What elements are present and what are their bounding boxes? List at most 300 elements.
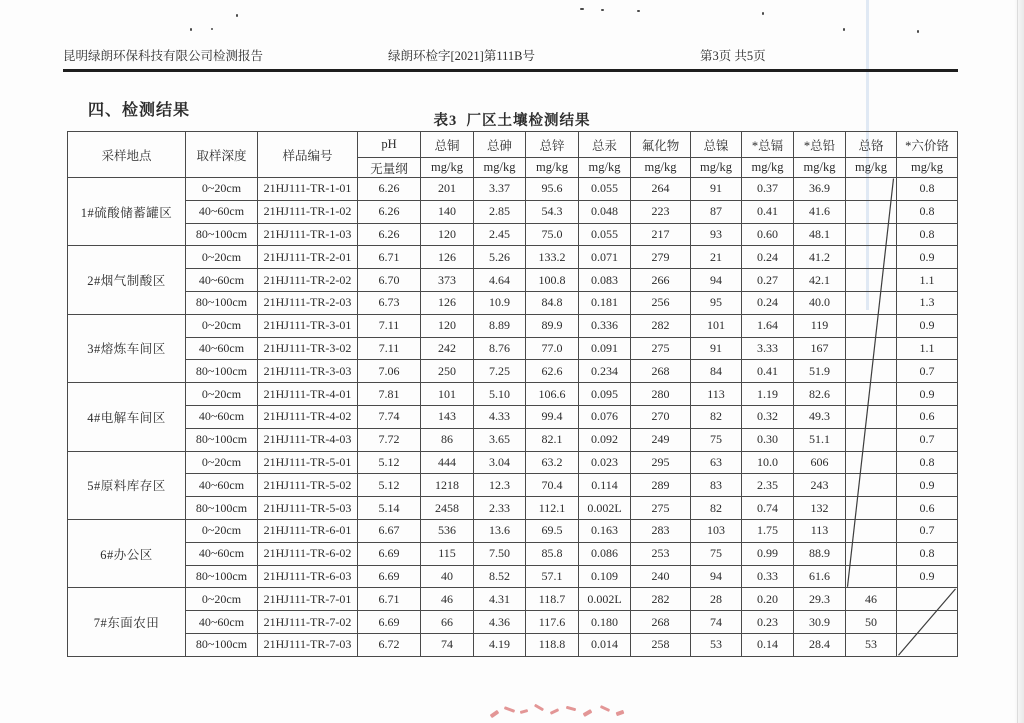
cell-ni: 93 (691, 223, 742, 246)
cell-cr (846, 178, 897, 201)
cell-zn: 112.1 (526, 497, 579, 520)
cell-cu: 444 (421, 451, 474, 474)
cell-cd: 1.64 (742, 314, 794, 337)
cell-cd: 0.74 (742, 497, 794, 520)
cell-cr6: 0.9 (897, 314, 958, 337)
cell-pb: 29.3 (794, 588, 846, 611)
cell-hg: 0.181 (579, 291, 631, 314)
cell-hg: 0.002L (579, 588, 631, 611)
cell-sample_id: 21HJ111-TR-5-02 (258, 474, 358, 497)
scan-speck (917, 30, 919, 33)
cell-sample_id: 21HJ111-TR-2-03 (258, 291, 358, 314)
cell-cr: 46 (846, 588, 897, 611)
cell-depth: 40~60cm (186, 405, 258, 428)
cell-depth: 0~20cm (186, 588, 258, 611)
results-table-body (68, 178, 958, 657)
table-row (68, 337, 958, 360)
cell-sample_id: 21HJ111-TR-1-01 (258, 178, 358, 201)
cell-ni: 101 (691, 314, 742, 337)
cell-f: 240 (631, 565, 691, 588)
col-header-sample-id: 样品编号 (258, 132, 358, 178)
cell-cr (846, 269, 897, 292)
cell-zn: 89.9 (526, 314, 579, 337)
table-row (68, 405, 958, 428)
cell-f: 256 (631, 291, 691, 314)
cell-cr (846, 223, 897, 246)
cell-ph: 6.70 (358, 269, 421, 292)
col-header-cr6: *六价铬 (897, 132, 958, 158)
cell-ph: 6.26 (358, 178, 421, 201)
cell-cd: 0.24 (742, 291, 794, 314)
cell-zn: 85.8 (526, 542, 579, 565)
cell-cu: 140 (421, 200, 474, 223)
unit-cr6: mg/kg (897, 158, 958, 178)
cell-cu: 74 (421, 633, 474, 656)
cell-zn: 106.6 (526, 383, 579, 406)
cell-hg: 0.076 (579, 405, 631, 428)
cell-cr (846, 337, 897, 360)
cell-sample_id: 21HJ111-TR-4-02 (258, 405, 358, 428)
sampling-location: 3#熔炼车间区 (68, 314, 186, 382)
cell-depth: 0~20cm (186, 519, 258, 542)
cell-cu: 46 (421, 588, 474, 611)
scan-speck (190, 28, 192, 31)
page-number: 第3页 共5页 (700, 49, 766, 63)
cell-hg: 0.055 (579, 223, 631, 246)
cell-pb: 132 (794, 497, 846, 520)
cell-pb: 167 (794, 337, 846, 360)
unit-zn: mg/kg (526, 158, 579, 178)
sampling-location: 4#电解车间区 (68, 383, 186, 451)
cell-hg: 0.180 (579, 611, 631, 634)
cell-pb: 48.1 (794, 223, 846, 246)
cell-zn: 54.3 (526, 200, 579, 223)
cell-pb: 41.2 (794, 246, 846, 269)
table-row (68, 246, 958, 269)
cell-f: 282 (631, 588, 691, 611)
cell-hg: 0.048 (579, 200, 631, 223)
cell-ph: 6.67 (358, 519, 421, 542)
cell-sample_id: 21HJ111-TR-5-03 (258, 497, 358, 520)
cell-depth: 40~60cm (186, 474, 258, 497)
cell-sample_id: 21HJ111-TR-3-01 (258, 314, 358, 337)
cell-ph: 5.12 (358, 451, 421, 474)
cell-cd: 1.75 (742, 519, 794, 542)
cell-cu: 40 (421, 565, 474, 588)
cell-depth: 80~100cm (186, 223, 258, 246)
cell-ni: 75 (691, 428, 742, 451)
cell-cr6: 0.8 (897, 200, 958, 223)
cell-as: 4.36 (474, 611, 526, 634)
cell-as: 2.85 (474, 200, 526, 223)
cell-ph: 7.06 (358, 360, 421, 383)
unit-cu: mg/kg (421, 158, 474, 178)
table-row (68, 291, 958, 314)
cell-cd: 0.33 (742, 565, 794, 588)
cell-cr (846, 314, 897, 337)
cell-f: 266 (631, 269, 691, 292)
cell-cu: 1218 (421, 474, 474, 497)
cell-depth: 80~100cm (186, 633, 258, 656)
table-row (68, 451, 958, 474)
cell-sample_id: 21HJ111-TR-1-02 (258, 200, 358, 223)
col-header-cu: 总铜 (421, 132, 474, 158)
cell-sample_id: 21HJ111-TR-1-03 (258, 223, 358, 246)
table-title: 表3 厂区土壤检测结果 (433, 113, 591, 129)
results-table-wrap (67, 131, 958, 657)
cell-pb: 51.9 (794, 360, 846, 383)
cell-cr: 53 (846, 633, 897, 656)
cell-depth: 0~20cm (186, 178, 258, 201)
cell-zn: 63.2 (526, 451, 579, 474)
cell-as: 4.31 (474, 588, 526, 611)
cell-sample_id: 21HJ111-TR-4-01 (258, 383, 358, 406)
col-header-zn: 总锌 (526, 132, 579, 158)
cell-pb: 49.3 (794, 405, 846, 428)
table-row (68, 269, 958, 292)
cell-f: 280 (631, 383, 691, 406)
cell-pb: 42.1 (794, 269, 846, 292)
cell-pb: 113 (794, 519, 846, 542)
cell-cu: 2458 (421, 497, 474, 520)
cell-cu: 373 (421, 269, 474, 292)
cell-f: 249 (631, 428, 691, 451)
cell-cr (846, 246, 897, 269)
cell-ph: 6.71 (358, 588, 421, 611)
cell-cr6: 0.7 (897, 428, 958, 451)
report-number: 绿朗环检字[2021]第111B号 (388, 49, 535, 63)
cell-depth: 40~60cm (186, 611, 258, 634)
table-row (68, 519, 958, 542)
col-header-cr: 总铬 (846, 132, 897, 158)
cell-f: 268 (631, 360, 691, 383)
cell-cr (846, 451, 897, 474)
cell-pb: 82.6 (794, 383, 846, 406)
cell-cr (846, 405, 897, 428)
cell-cr6: 1.1 (897, 269, 958, 292)
cell-as: 7.50 (474, 542, 526, 565)
cell-ni: 28 (691, 588, 742, 611)
cell-f: 295 (631, 451, 691, 474)
cell-cd: 0.24 (742, 246, 794, 269)
cell-cu: 242 (421, 337, 474, 360)
sampling-location: 2#烟气制酸区 (68, 246, 186, 314)
cell-cd: 0.41 (742, 360, 794, 383)
cell-ni: 91 (691, 337, 742, 360)
unit-ni: mg/kg (691, 158, 742, 178)
cell-as: 3.37 (474, 178, 526, 201)
cell-hg: 0.083 (579, 269, 631, 292)
cell-f: 282 (631, 314, 691, 337)
cell-cr6: 0.8 (897, 178, 958, 201)
scan-speck (211, 28, 213, 30)
table-row (68, 588, 958, 611)
results-table-head (68, 132, 958, 178)
table-row (68, 474, 958, 497)
cell-ni: 84 (691, 360, 742, 383)
cell-cu: 126 (421, 291, 474, 314)
table-row (68, 428, 958, 451)
cell-zn: 82.1 (526, 428, 579, 451)
cell-ph: 7.72 (358, 428, 421, 451)
cell-hg: 0.092 (579, 428, 631, 451)
cell-cu: 536 (421, 519, 474, 542)
cell-cr6 (897, 611, 958, 634)
cell-sample_id: 21HJ111-TR-7-03 (258, 633, 358, 656)
scan-speck (843, 28, 845, 31)
cell-hg: 0.023 (579, 451, 631, 474)
cell-as: 8.76 (474, 337, 526, 360)
cell-cr (846, 542, 897, 565)
scan-edge-shadow (1014, 0, 1024, 723)
table-row (68, 200, 958, 223)
table-row (68, 611, 958, 634)
cell-cd: 10.0 (742, 451, 794, 474)
cell-ni: 95 (691, 291, 742, 314)
cell-zn: 118.8 (526, 633, 579, 656)
cell-ni: 21 (691, 246, 742, 269)
cell-cr6: 1.3 (897, 291, 958, 314)
cell-depth: 80~100cm (186, 291, 258, 314)
cell-ni: 113 (691, 383, 742, 406)
unit-cr: mg/kg (846, 158, 897, 178)
cell-f: 275 (631, 497, 691, 520)
cell-hg: 0.109 (579, 565, 631, 588)
cell-cd: 0.60 (742, 223, 794, 246)
col-header-location: 采样地点 (68, 132, 186, 178)
cell-sample_id: 21HJ111-TR-7-01 (258, 588, 358, 611)
cell-ph: 6.26 (358, 200, 421, 223)
cell-f: 258 (631, 633, 691, 656)
col-header-ni: 总镍 (691, 132, 742, 158)
cell-as: 2.33 (474, 497, 526, 520)
cell-hg: 0.002L (579, 497, 631, 520)
cell-f: 253 (631, 542, 691, 565)
sampling-location: 7#东面农田 (68, 588, 186, 656)
cell-cr: 50 (846, 611, 897, 634)
cell-sample_id: 21HJ111-TR-6-03 (258, 565, 358, 588)
cell-cd: 0.23 (742, 611, 794, 634)
scan-edge-line (1017, 0, 1018, 723)
scan-speck (236, 14, 238, 17)
cell-cd: 3.33 (742, 337, 794, 360)
cell-cd: 0.41 (742, 200, 794, 223)
cell-ph: 6.69 (358, 611, 421, 634)
cell-depth: 40~60cm (186, 337, 258, 360)
header-divider (63, 69, 958, 72)
cell-f: 268 (631, 611, 691, 634)
cell-cr6: 0.7 (897, 519, 958, 542)
section-title: 四、检测结果 (88, 102, 191, 120)
cell-hg: 0.114 (579, 474, 631, 497)
sampling-location: 1#硫酸储蓄罐区 (68, 178, 186, 246)
cell-depth: 40~60cm (186, 542, 258, 565)
cell-cu: 201 (421, 178, 474, 201)
cell-as: 4.33 (474, 405, 526, 428)
cell-as: 8.52 (474, 565, 526, 588)
cell-ph: 7.74 (358, 405, 421, 428)
cell-pb: 30.9 (794, 611, 846, 634)
cell-cr6: 0.9 (897, 474, 958, 497)
cell-depth: 80~100cm (186, 360, 258, 383)
cell-hg: 0.095 (579, 383, 631, 406)
cell-zn: 118.7 (526, 588, 579, 611)
cell-zn: 69.5 (526, 519, 579, 542)
cell-cr6 (897, 588, 958, 611)
sampling-location: 6#办公区 (68, 519, 186, 587)
cell-depth: 0~20cm (186, 246, 258, 269)
cell-as: 3.65 (474, 428, 526, 451)
col-header-hg: 总汞 (579, 132, 631, 158)
cell-ph: 5.14 (358, 497, 421, 520)
table-row (68, 178, 958, 201)
cell-pb: 61.6 (794, 565, 846, 588)
cell-sample_id: 21HJ111-TR-2-01 (258, 246, 358, 269)
cell-pb: 28.4 (794, 633, 846, 656)
cell-as: 13.6 (474, 519, 526, 542)
cell-ni: 82 (691, 497, 742, 520)
cell-depth: 0~20cm (186, 451, 258, 474)
cell-zn: 99.4 (526, 405, 579, 428)
report-title: 昆明绿朗环保科技有限公司检测报告 (63, 49, 264, 63)
table-row (68, 314, 958, 337)
unit-ph: 无量纲 (358, 158, 421, 178)
cell-cr6: 1.1 (897, 337, 958, 360)
cell-hg: 0.071 (579, 246, 631, 269)
cell-cd: 0.99 (742, 542, 794, 565)
sampling-location: 5#原料库存区 (68, 451, 186, 519)
cell-cu: 115 (421, 542, 474, 565)
cell-ni: 87 (691, 200, 742, 223)
cell-as: 10.9 (474, 291, 526, 314)
cell-depth: 40~60cm (186, 200, 258, 223)
cell-as: 4.19 (474, 633, 526, 656)
cell-ni: 82 (691, 405, 742, 428)
col-header-ph: pH (358, 132, 421, 158)
col-header-as: 总砷 (474, 132, 526, 158)
scan-speck (637, 10, 640, 12)
cell-ph: 6.71 (358, 246, 421, 269)
table-row (68, 633, 958, 656)
cell-cu: 86 (421, 428, 474, 451)
report-header (63, 46, 957, 64)
cell-cd: 0.32 (742, 405, 794, 428)
header-row (68, 132, 958, 158)
cell-hg: 0.091 (579, 337, 631, 360)
cell-depth: 80~100cm (186, 497, 258, 520)
scan-speck (580, 8, 584, 10)
cell-cd: 0.30 (742, 428, 794, 451)
cell-cu: 250 (421, 360, 474, 383)
cell-zn: 95.6 (526, 178, 579, 201)
cell-pb: 119 (794, 314, 846, 337)
table-row (68, 497, 958, 520)
col-header-pb: *总铅 (794, 132, 846, 158)
cell-cd: 2.35 (742, 474, 794, 497)
cell-f: 217 (631, 223, 691, 246)
table-row (68, 223, 958, 246)
cell-ni: 91 (691, 178, 742, 201)
cell-ni: 63 (691, 451, 742, 474)
cell-pb: 40.0 (794, 291, 846, 314)
cell-cr6: 0.8 (897, 542, 958, 565)
cell-sample_id: 21HJ111-TR-6-01 (258, 519, 358, 542)
table-row (68, 360, 958, 383)
cell-depth: 80~100cm (186, 428, 258, 451)
cell-pb: 36.9 (794, 178, 846, 201)
cell-zn: 57.1 (526, 565, 579, 588)
unit-hg: mg/kg (579, 158, 631, 178)
cell-pb: 41.6 (794, 200, 846, 223)
unit-as: mg/kg (474, 158, 526, 178)
cell-ph: 6.72 (358, 633, 421, 656)
cell-hg: 0.014 (579, 633, 631, 656)
cell-cu: 101 (421, 383, 474, 406)
cell-ph: 6.69 (358, 565, 421, 588)
cell-sample_id: 21HJ111-TR-6-02 (258, 542, 358, 565)
scan-speck (762, 12, 764, 15)
cell-cr6: 0.9 (897, 565, 958, 588)
cell-cr (846, 519, 897, 542)
unit-pb: mg/kg (794, 158, 846, 178)
cell-zn: 84.8 (526, 291, 579, 314)
cell-ni: 53 (691, 633, 742, 656)
cell-ni: 83 (691, 474, 742, 497)
cell-ph: 7.11 (358, 337, 421, 360)
cell-cu: 120 (421, 223, 474, 246)
cell-cd: 0.20 (742, 588, 794, 611)
cell-sample_id: 21HJ111-TR-7-02 (258, 611, 358, 634)
scan-speck (601, 9, 604, 11)
cell-cr6: 0.9 (897, 383, 958, 406)
cell-zn: 62.6 (526, 360, 579, 383)
results-table (67, 131, 958, 657)
cell-zn: 133.2 (526, 246, 579, 269)
cell-cr (846, 474, 897, 497)
table-row (68, 542, 958, 565)
cell-depth: 0~20cm (186, 383, 258, 406)
cell-cu: 66 (421, 611, 474, 634)
cell-cu: 126 (421, 246, 474, 269)
cell-ph: 7.11 (358, 314, 421, 337)
cell-f: 289 (631, 474, 691, 497)
table-row (68, 565, 958, 588)
cell-cr6 (897, 633, 958, 656)
cell-depth: 80~100cm (186, 565, 258, 588)
red-stamp-remnant (488, 703, 638, 723)
cell-as: 7.25 (474, 360, 526, 383)
cell-cu: 143 (421, 405, 474, 428)
cell-as: 3.04 (474, 451, 526, 474)
cell-sample_id: 21HJ111-TR-4-03 (258, 428, 358, 451)
cell-cr (846, 428, 897, 451)
cell-zn: 100.8 (526, 269, 579, 292)
cell-cr6: 0.7 (897, 360, 958, 383)
cell-cd: 0.14 (742, 633, 794, 656)
cell-cr6: 0.9 (897, 246, 958, 269)
cell-ph: 5.12 (358, 474, 421, 497)
cell-pb: 51.1 (794, 428, 846, 451)
cell-sample_id: 21HJ111-TR-2-02 (258, 269, 358, 292)
cell-ni: 74 (691, 611, 742, 634)
cell-cr (846, 383, 897, 406)
cell-ph: 6.26 (358, 223, 421, 246)
unit-cd: mg/kg (742, 158, 794, 178)
cell-sample_id: 21HJ111-TR-5-01 (258, 451, 358, 474)
cell-f: 264 (631, 178, 691, 201)
cell-cr6: 0.8 (897, 451, 958, 474)
cell-cr6: 0.6 (897, 497, 958, 520)
